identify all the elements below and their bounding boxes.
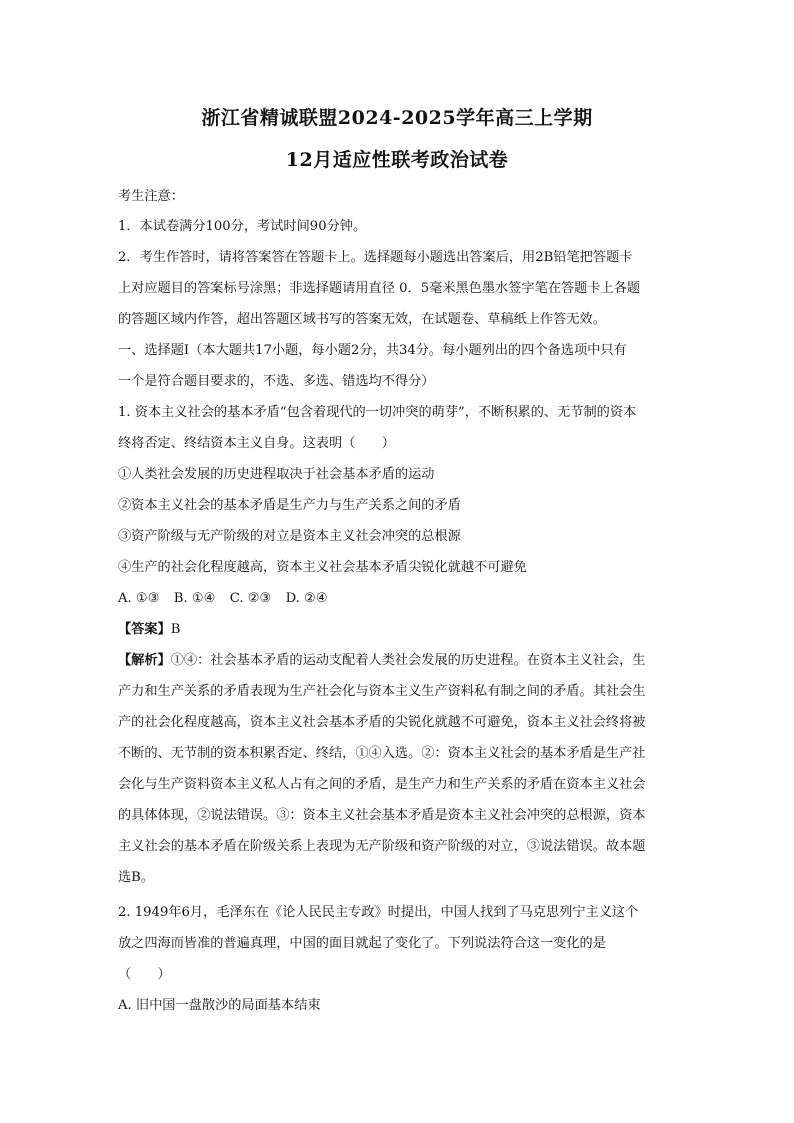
question-1-analysis-line-8: 选B。 (118, 870, 155, 885)
analysis-label: 【解析】 (118, 653, 171, 668)
question-1-item-1: ①人类社会发展的历史进程取决于社会基本矛盾的运动 (118, 467, 435, 482)
question-2-option-a: A. 旧中国一盘散沙的局面基本结束 (118, 998, 321, 1013)
question-1-option-d: D. ②④ (285, 591, 328, 606)
question-1-option-b: B. ①④ (173, 591, 216, 606)
question-1-analysis-line-4: 不断的、无节制的资本积累否定、终结，①④入选。②：资本主义社会的基本矛盾是生产社 (118, 746, 646, 761)
section-heading-line-1: 一、选择题Ⅰ（本大题共17小题，每小题2分，共34分。每小题列出的四个备选项中只有 (118, 343, 627, 358)
notice-item-2-line-2: 上对应题目的答案标号涂黑；非选择题请用直径 0．5毫米黑色墨水签字笔在答题卡上各题 (118, 281, 641, 296)
notice-item-2-line-1: 2．考生作答时，请将答案答在答题卡上。选择题每小题选出答案后，用2B铅笔把答题卡 (118, 250, 633, 265)
question-1-analysis-line-7: 主义社会的基本矛盾在阶级关系上表现为无产阶级和资产阶级的对立，③说法错误。故本题 (118, 839, 646, 854)
notice-heading: 考生注意： (118, 189, 184, 204)
section-heading-line-2: 一个是符合题目要求的，不选、多选、错选均不得分） (118, 374, 435, 389)
question-2-stem-line-2: 放之四海而皆准的普遍真理，中国的面目就起了变化了。下列说法符合这一变化的是 (118, 936, 606, 951)
question-1-option-c: C. ②③ (229, 591, 272, 606)
question-1-item-2: ②资本主义社会的基本矛盾是生产力与生产关系之间的矛盾 (118, 498, 461, 513)
document-title-line-2: 12月适应性联考政治试卷 (285, 149, 509, 171)
question-2-stem-line-1: 2. 1949年6月，毛泽东在《论人民民主专政》时提出，中国人找到了马克思列宁主义这个 (118, 905, 639, 920)
question-1-stem-line-2: 终将否定、终结资本主义自身。这表明（ ） (118, 436, 395, 451)
question-1-options (118, 590, 678, 608)
notice-item-1: 1．本试卷满分100分，考试时间90分钟。 (118, 219, 367, 234)
analysis-text: ①④：社会基本矛盾的运动支配着人类社会发展的历史进程。在资本主义社会，生 (170, 653, 646, 668)
question-1-analysis-line-6: 的具体体现，②说法错误。③：资本主义社会基本矛盾是资本主义社会冲突的总根源，资本 (118, 808, 646, 823)
question-1-item-3: ③资产阶级与无产阶级的对立是资本主义社会冲突的总根源 (118, 529, 461, 544)
question-1-analysis-line-1 (118, 652, 678, 670)
notice-item-2-line-3: 的答题区域内作答，超出答题区域书写的答案无效，在试题卷、草稿纸上作答无效。 (118, 312, 606, 327)
question-2-stem-line-3: （ ） (118, 967, 171, 982)
question-1-option-a: A. ①③ (118, 591, 160, 606)
question-1-answer (118, 621, 678, 639)
question-1-item-4: ④生产的社会化程度越高，资本主义社会基本矛盾尖锐化就越不可避免 (118, 560, 527, 575)
answer-value: B (170, 622, 181, 637)
question-1-analysis-line-5: 会化与生产资料资本主义私人占有之间的矛盾，是生产力和生产关系的矛盾在资本主义社会 (118, 777, 646, 792)
question-1-analysis-line-3: 产的社会化程度越高，资本主义社会基本矛盾的尖锐化就越不可避免，资本主义社会终将被 (118, 715, 646, 730)
question-1-stem-line-1: 1. 资本主义社会的基本矛盾“包含着现代的一切冲突的萌芽”，不断积累的、无节制的资本 (118, 405, 637, 420)
document-title-line-1: 浙江省精诚联盟2024-2025学年高三上学期 (201, 107, 593, 129)
answer-label: 【答案】 (118, 622, 171, 637)
question-1-analysis-line-2: 产力和生产关系的矛盾表现为生产社会化与资本主义生产资料私有制之间的矛盾。其社会生 (118, 684, 646, 699)
